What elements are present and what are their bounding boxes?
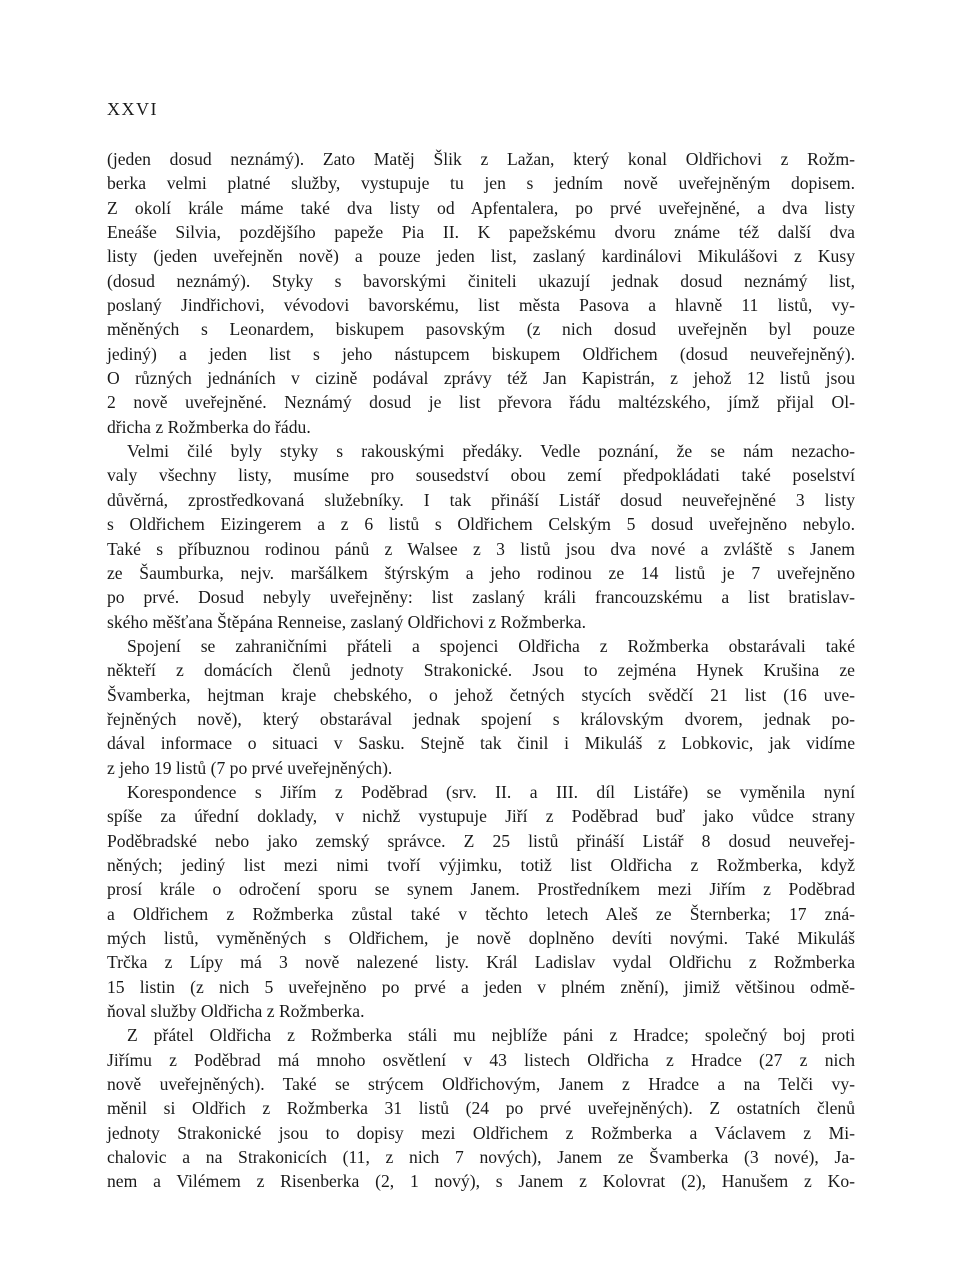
text-line: měnil si Oldřich z Rožmberka 31 listů (24 po prvé uveřejněných). Z ostatních členů <box>107 1098 855 1119</box>
text-line: 2 nově uveřejněné. Neznámý dosud je list převora řádu maltézského, jímž přijal Ol- <box>107 392 855 413</box>
text-line: Také s příbuznou rodinou pánů z Walsee z 3 listů jsou dva nové a zvláště s Janem <box>107 538 855 559</box>
text-line: ského měšťana Štěpána Renneise, zaslaný Oldřichovi z Rožmberka. <box>107 611 586 632</box>
text-line: 15 listin (z nich 5 uveřejněno po prvé a jeden v plném znění), jimiž většinou odmě- <box>107 976 855 997</box>
text-line: a Oldřichem z Rožmberka zůstal také v těchto letech Aleš ze Šternberka; 17 zná- <box>107 903 855 924</box>
page-number: XXVI <box>107 99 158 119</box>
text-line: jednoty Strakonické jsou to dopisy mezi Oldřichem z Rožmberka a Václavem z Mi- <box>107 1122 855 1143</box>
paragraph <box>107 634 855 780</box>
text-line: ňoval služby Oldřicha z Rožmberka. <box>107 1001 365 1022</box>
paragraph <box>107 1023 855 1193</box>
paragraph <box>107 780 855 1023</box>
text-line: jediný) a jeden list s jeho nástupcem biskupem Oldřichem (dosud neuveřejněný). <box>107 343 855 364</box>
text-line: měněných s Leonardem, biskupem pasovským (z nich dosud uveřejněn byl pouze <box>107 319 855 340</box>
text-line: dával informace o situaci v Sasku. Stejně tak činil i Mikuláš z Lobkovic, jak vidíme <box>107 733 855 754</box>
paragraph <box>107 439 855 634</box>
text-line: Poděbradské nebo jako zemský správce. Z 25 listů přináší Listář 8 dosud neuveřej- <box>107 830 855 851</box>
text-line: nem a Vilémem z Risenberka (2, 1 nový), s Janem z Kolovrat (2), Hanušem z Ko- <box>107 1171 855 1192</box>
text-line: Spojení se zahraničními přáteli a spojenci Oldřicha z Rožmberka obstarávali také <box>127 635 855 656</box>
paragraph <box>107 147 855 439</box>
text-line: (jeden dosud neznámý). Zato Matěj Šlik z Lažan, který konal Oldřichovi z Rožm- <box>107 149 855 169</box>
text-line: Eneáše Silvia, pozdějšího papeže Pia II. K papežskému dvoru známe též další dva <box>107 222 855 243</box>
text-line: valy všechny listy, musíme pro sousedství obou zemí předpokládati také poselství <box>107 465 855 486</box>
text-line: mých listů, vyměněných s Oldřichem, je nově doplněno devíti novými. Také Mikuláš <box>107 928 855 948</box>
text-line: Velmi čilé byly styky s rakouskými předáky. Vedle poznání, že se nám nezacho- <box>127 441 855 462</box>
text-line: něných; jediný list mezi nimi tvoří výjimku, totiž list Oldřicha z Rožmberka, když <box>107 854 855 875</box>
text-line: z jeho 19 listů (7 po prvé uveřejněných). <box>107 757 393 778</box>
text-line: Z přátel Oldřicha z Rožmberka stáli mu nejblíže páni z Hradce; společný boj proti <box>127 1025 855 1046</box>
text-line: prosí krále o odročení sporu se synem Janem. Prostředníkem mezi Jiřím z Poděbrad <box>107 879 855 900</box>
text-line: důvěrná, zprostředkovaná služebníky. I tak přináší Listář dosud neuveřejněné 3 listy <box>107 489 855 510</box>
text-line: Jiřímu z Poděbrad má mnoho osvětlení v 43 listech Oldřicha z Hradce (27 z nich <box>107 1049 855 1070</box>
text-line: ze Šaumburka, nejv. maršálkem štýrským a jeho rodinou ze 14 listů je 7 uveřejněno <box>107 562 855 583</box>
text-line: listy (jeden uveřejněn nově) a pouze jeden list, zaslaný kardinálovi Mikulášovi z Kusy <box>107 246 855 267</box>
text-line: Z okolí krále máme také dva listy od Apfentalera, po prvé uveřejněné, a dva listy <box>107 197 855 218</box>
text-line: nově uveřejněných). Také se strýcem Oldřichovým, Janem z Hradce a na Telči vy- <box>107 1074 855 1095</box>
body-text <box>107 147 855 1194</box>
text-line: řejněných nově), který obstarával jednak spojení s královským dvorem, jednak po- <box>107 708 855 729</box>
text-line: Trčka z Lípy má 3 nově nalezené listy. Král Ladislav vydal Oldřichu z Rožmberka <box>107 952 855 973</box>
text-line: s Oldřichem Eizingerem a z 6 listů s Oldřichem Celským 5 dosud uveřejněno nebylo. <box>107 514 855 535</box>
text-line: spíše za úřední doklady, v nichž vystupuje Jiří z Poděbrad buď jako vůdce strany <box>107 806 855 827</box>
text-line: O různých jednáních v cizině podával zprávy též Jan Kapistrán, z jehož 12 listů jsou <box>107 368 855 389</box>
text-line: po prvé. Dosud nebyly uveřejněny: list zaslaný králi francouzskému a list bratislav- <box>107 587 855 608</box>
text-line: berka velmi platné služby, vystupuje tu jen s jedním nově uveřejněným dopisem. <box>107 173 855 194</box>
text-line: Švamberka, hejtman kraje chebského, o jehož četných stycích svědčí 21 list (16 uve- <box>107 684 855 705</box>
text-line: někteří z domácích členů jednoty Strakonické. Jsou to zejména Hynek Krušina ze <box>107 660 855 681</box>
text-line: dřicha z Rožmberka do řádu. <box>107 416 311 437</box>
text-line: poslaný Jindřichovi, vévodovi bavorskému, list města Pasova a hlavně 11 listů, vy- <box>107 295 855 316</box>
text-line: (dosud neznámý). Styky s bavorskými činiteli ukazují jednak dosud neznámý list, <box>107 270 855 291</box>
text-line: chalovic a na Strakonicích (11, z nich 7 nových), Janem ze Švamberka (3 nové), Ja- <box>107 1147 855 1168</box>
text-line: Korespondence s Jiřím z Poděbrad (srv. II. a III. díl Listáře) se vyměnila nyní <box>127 781 855 802</box>
